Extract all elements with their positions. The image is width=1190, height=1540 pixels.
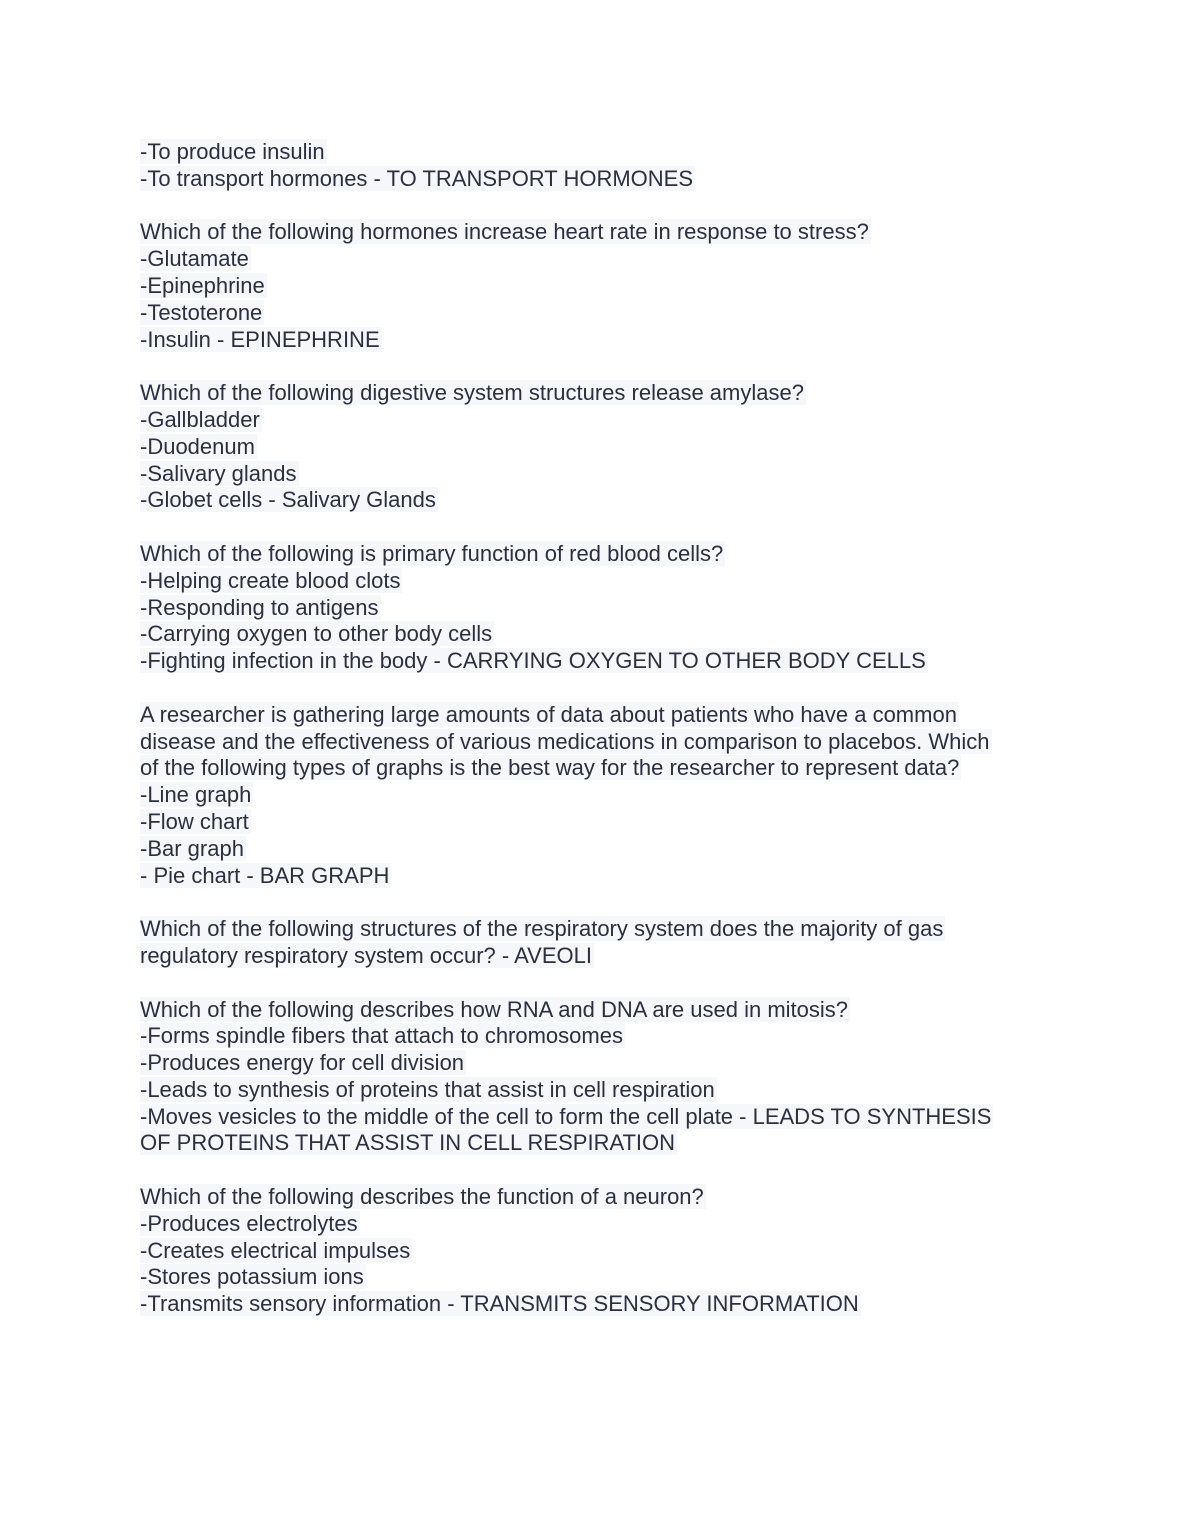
document-text-line bbox=[140, 568, 1060, 595]
question-block bbox=[140, 702, 1060, 890]
document-text-line bbox=[140, 1264, 1060, 1291]
question-text-line bbox=[140, 997, 1060, 1024]
text-run: -Produces electrolytes bbox=[140, 1210, 358, 1236]
text-run: -Creates electrical impulses bbox=[140, 1237, 411, 1263]
text-run: -Produces energy for cell division bbox=[140, 1050, 465, 1076]
document-text-line bbox=[140, 300, 1060, 327]
question-text-line bbox=[140, 219, 1060, 246]
document-text-line bbox=[140, 863, 1060, 890]
question-text-line bbox=[140, 541, 1060, 568]
document-text-line bbox=[140, 434, 1060, 461]
text-run: -Line graph bbox=[140, 782, 252, 808]
text-run: A researcher is gathering large amounts of data about patients who have a common bbox=[140, 701, 957, 727]
document-text-line bbox=[140, 327, 1060, 354]
text-run: Which of the following is primary function of red blood cells? bbox=[140, 540, 724, 566]
document-text-line bbox=[140, 1291, 1060, 1318]
text-run: -Stores potassium ions bbox=[140, 1264, 364, 1290]
document-text-line bbox=[140, 621, 1060, 648]
text-run: -To produce insulin bbox=[140, 139, 325, 164]
document-text-line bbox=[140, 246, 1060, 273]
text-run: - Pie chart - BAR GRAPH bbox=[140, 862, 390, 888]
question-block bbox=[140, 916, 1060, 970]
document-text-line bbox=[140, 943, 1060, 970]
document-text-line bbox=[140, 595, 1060, 622]
document-text-line bbox=[140, 1104, 1060, 1131]
question-block bbox=[140, 541, 1060, 675]
question-text-line bbox=[140, 702, 1060, 729]
document-text-line bbox=[140, 648, 1060, 675]
text-run: -Helping create blood clots bbox=[140, 567, 401, 593]
text-run: -To transport hormones - TO TRANSPORT HORMONES bbox=[140, 165, 694, 191]
text-run: -Forms spindle fibers that attach to chromosomes bbox=[140, 1023, 623, 1049]
text-run: disease and the effectiveness of various medications in comparison to placebos. Which bbox=[140, 728, 990, 754]
document-text-line bbox=[140, 755, 1060, 782]
document-text-line bbox=[140, 1023, 1060, 1050]
document-text-line bbox=[140, 1130, 1060, 1157]
document-text-line bbox=[140, 1238, 1060, 1265]
text-run: -Salivary glands bbox=[140, 460, 297, 486]
text-run: -Testoterone bbox=[140, 299, 263, 325]
document-text-line bbox=[140, 836, 1060, 863]
text-run: Which of the following describes the function of a neuron? bbox=[140, 1184, 704, 1210]
text-run: -Globet cells - Salivary Glands bbox=[140, 487, 436, 513]
question-block bbox=[140, 219, 1060, 353]
text-run: regulatory respiratory system occur? - AVEOLI bbox=[140, 942, 592, 968]
document-text-line bbox=[140, 166, 1060, 193]
question-text-line bbox=[140, 380, 1060, 407]
question-text-line bbox=[140, 1184, 1060, 1211]
document-text-line bbox=[140, 809, 1060, 836]
text-run: -Leads to synthesis of proteins that assist in cell respiration bbox=[140, 1076, 715, 1102]
document-text-line bbox=[140, 461, 1060, 488]
document-text-line bbox=[140, 407, 1060, 434]
text-run: -Gallbladder bbox=[140, 406, 260, 432]
document-text-line bbox=[140, 729, 1060, 756]
text-run: -Responding to antigens bbox=[140, 594, 379, 620]
document-text-line bbox=[140, 1050, 1060, 1077]
text-run: Which of the following describes how RNA and DNA are used in mitosis? bbox=[140, 996, 849, 1022]
document-text-line bbox=[140, 487, 1060, 514]
text-run: Which of the following structures of the respiratory system does the majority of gas bbox=[140, 916, 944, 942]
text-run: -Fighting infection in the body - CARRYING OXYGEN TO OTHER BODY CELLS bbox=[140, 648, 926, 674]
text-run: -Flow chart bbox=[140, 808, 249, 834]
document-text-line bbox=[140, 139, 1060, 166]
text-run: -Epinephrine bbox=[140, 272, 265, 298]
text-run: of the following types of graphs is the best way for the researcher to represent data? bbox=[140, 755, 960, 781]
document-body bbox=[140, 139, 1060, 1345]
text-run: -Glutamate bbox=[140, 246, 249, 272]
text-run: -Transmits sensory information - TRANSMITS SENSORY INFORMATION bbox=[140, 1291, 859, 1317]
document-text-line bbox=[140, 1077, 1060, 1104]
text-run: -Duodenum bbox=[140, 433, 255, 459]
text-run: -Insulin - EPINEPHRINE bbox=[140, 326, 380, 352]
question-block bbox=[140, 997, 1060, 1158]
answer-options-continued bbox=[140, 139, 1060, 193]
document-text-line bbox=[140, 273, 1060, 300]
text-run: Which of the following hormones increase heart rate in response to stress? bbox=[140, 219, 869, 245]
text-run: -Moves vesicles to the middle of the cell to form the cell plate - LEADS TO SYNTHESIS bbox=[140, 1103, 992, 1129]
text-run: -Carrying oxygen to other body cells bbox=[140, 621, 493, 647]
document-text-line bbox=[140, 782, 1060, 809]
document-text-line bbox=[140, 1211, 1060, 1238]
question-block bbox=[140, 1184, 1060, 1318]
text-run: Which of the following digestive system structures release amylase? bbox=[140, 380, 804, 406]
question-block bbox=[140, 380, 1060, 514]
text-run: -Bar graph bbox=[140, 835, 244, 861]
text-run: OF PROTEINS THAT ASSIST IN CELL RESPIRATION bbox=[140, 1130, 676, 1156]
question-text-line bbox=[140, 916, 1060, 943]
